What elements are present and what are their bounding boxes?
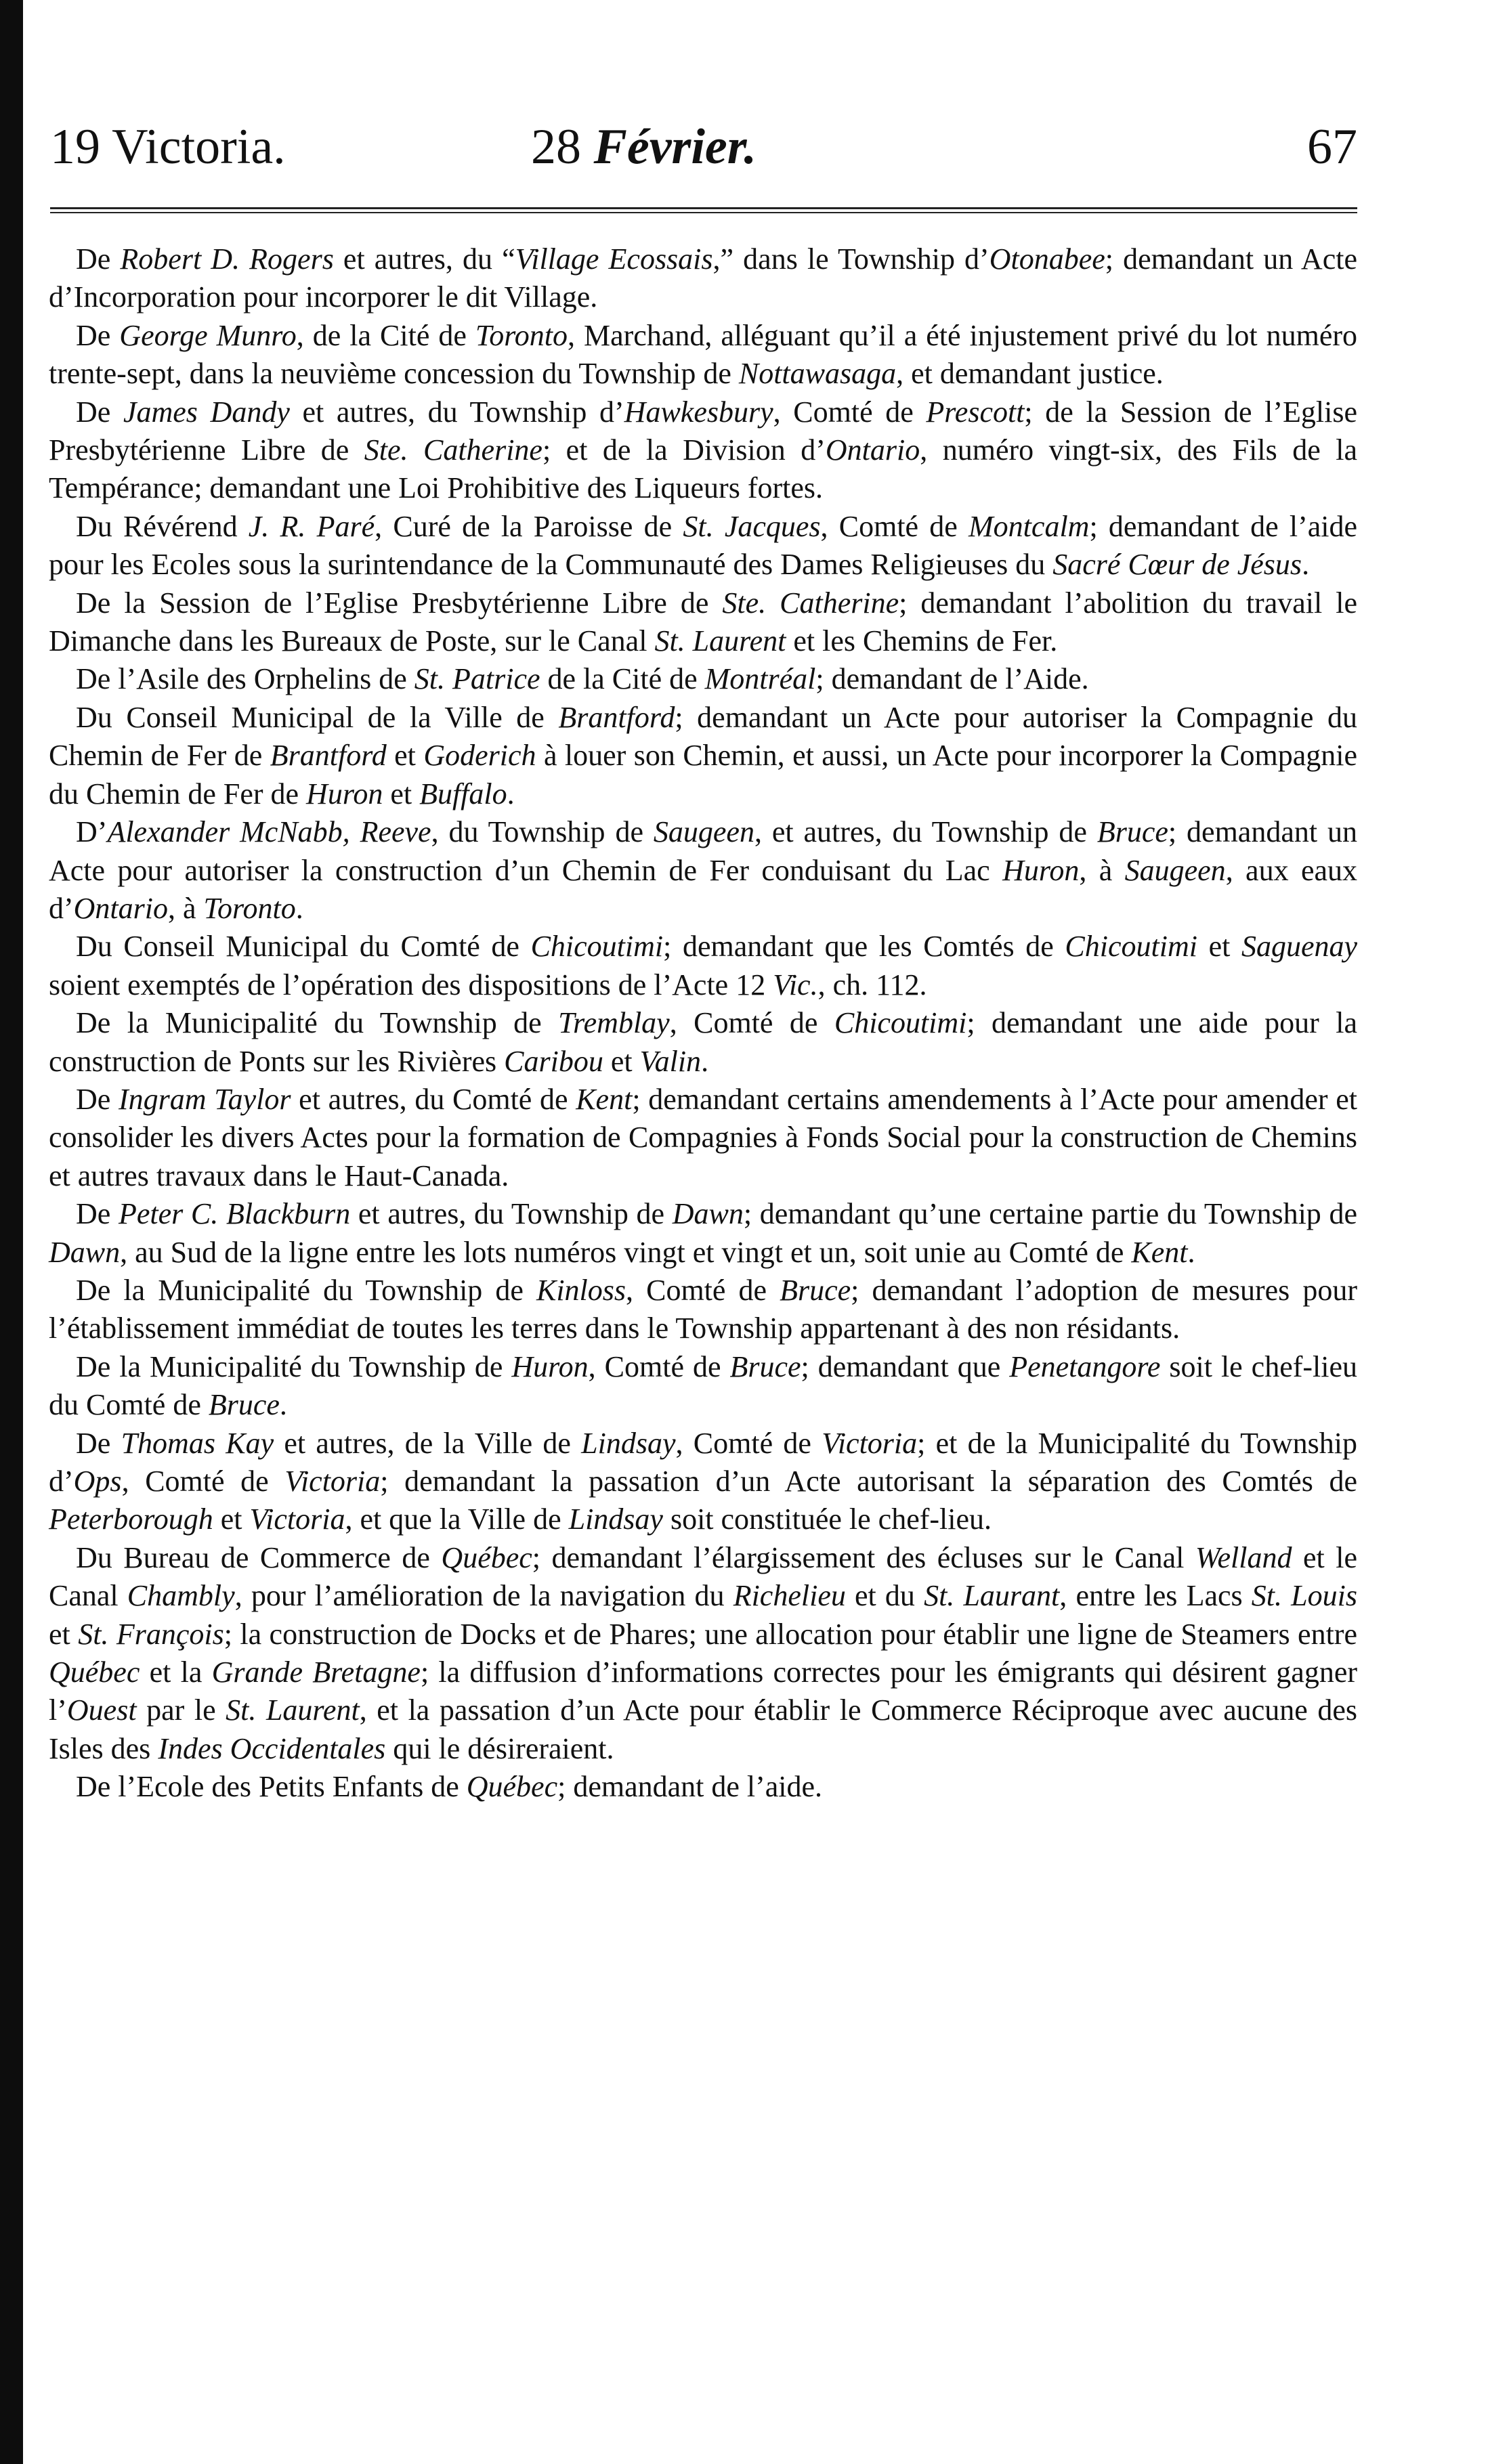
italic-name: Toronto — [475, 318, 568, 352]
text-run: ,” dans le Township d’ — [712, 242, 989, 276]
italic-name: Vic. — [773, 968, 818, 1001]
text-run: ; demandant certains amendements à l’Acte pour amender et consolider les divers Actes pour la formation de Compagnies à Fonds Social pour la construction de Chemins et autres travaux dans le Haut-Canada. — [49, 1082, 1357, 1192]
italic-name: Hawkesbury — [624, 395, 773, 429]
page-number: 67 — [1307, 119, 1357, 175]
text-run: soit le chef-lieu du Comté de — [49, 1349, 1358, 1422]
text-run: et les Chemins de Fer. — [786, 624, 1058, 658]
italic-name: Québec — [441, 1540, 532, 1574]
text-run: De — [76, 1082, 119, 1116]
text-run: . — [1187, 1235, 1195, 1269]
text-run: et — [1197, 930, 1241, 964]
italic-name: Huron — [511, 1349, 589, 1383]
italic-name: St. François — [78, 1617, 224, 1651]
text-run: , et demandant justice. — [896, 357, 1164, 391]
text-run: et la — [140, 1656, 212, 1689]
text-run: et — [603, 1044, 640, 1078]
italic-name: Nottawasaga — [738, 357, 897, 391]
italic-name: Bruce — [208, 1388, 280, 1422]
text-run: et autres, du “ — [333, 242, 515, 276]
text-run: ; demandant que les Comtés de — [663, 930, 1065, 964]
italic-name: Chicoutimi — [834, 1006, 967, 1040]
italic-name: Penetangore — [1009, 1349, 1161, 1383]
text-run: Du Conseil Municipal du Comté de — [76, 930, 531, 964]
text-run: De — [76, 1426, 121, 1460]
italic-name: Victoria — [822, 1426, 918, 1460]
text-run: . — [1302, 548, 1310, 582]
italic-name: Village Ecossais — [515, 242, 713, 276]
italic-name: Goderich — [423, 739, 536, 773]
text-run: ; demandant que — [801, 1349, 1010, 1383]
petition-paragraph — [49, 240, 1357, 317]
petition-paragraph — [49, 1768, 1357, 1806]
italic-name: Kinloss — [536, 1273, 626, 1307]
text-run: De la Municipalité du Township de — [76, 1006, 559, 1040]
italic-name: Bruce — [780, 1273, 851, 1307]
italic-name: St. Jacques — [683, 509, 821, 543]
text-run: , Comté de — [820, 509, 969, 543]
text-run: et — [386, 739, 424, 773]
text-run: De la Municipalité du Township de — [76, 1349, 512, 1383]
text-run: , Comté de — [669, 1006, 834, 1040]
italic-name: Otonabee — [989, 242, 1105, 276]
petition-paragraph — [49, 1539, 1357, 1768]
italic-name: St. Laurent — [226, 1693, 360, 1727]
text-run: , Comté de — [626, 1273, 780, 1307]
italic-name: Ste. Catherine — [364, 433, 542, 467]
italic-name: Saguenay — [1241, 930, 1357, 964]
italic-name: Grande Bretagne — [211, 1656, 421, 1689]
text-run: ; demandant qu’une certaine partie du Township de — [743, 1197, 1357, 1231]
text-run: et le Canal — [49, 1540, 1357, 1613]
petition-paragraph — [49, 1425, 1357, 1539]
italic-name: Bruce — [729, 1349, 801, 1383]
text-run: et autres, du Comté de — [291, 1082, 576, 1116]
text-run: De — [76, 318, 120, 352]
text-run: , Comté de — [675, 1426, 822, 1460]
text-run: ; demandant de l’aide pour les Ecoles sous la surintendance de la Communauté des Dames Religieuses du — [49, 509, 1358, 582]
text-run: Du Révérend — [76, 509, 249, 543]
text-run: et autres, du Township d’ — [289, 395, 624, 429]
text-run: qui le désireraient. — [385, 1731, 614, 1765]
italic-name: Prescott — [926, 395, 1025, 429]
italic-name: Richelieu — [733, 1579, 846, 1613]
petition-paragraph — [49, 660, 1357, 698]
italic-name: Lindsay — [568, 1503, 663, 1536]
italic-name: Ste. Catherine — [722, 586, 899, 620]
petition-paragraph — [49, 584, 1357, 661]
italic-name: Québec — [466, 1770, 558, 1804]
header-divider-second — [50, 212, 1357, 213]
italic-name: Dawn — [672, 1197, 744, 1231]
italic-name: Kent — [576, 1082, 633, 1116]
text-run: , Comté de — [588, 1349, 730, 1383]
page-edge-rule — [0, 0, 23, 2464]
petition-paragraph — [49, 1081, 1357, 1195]
text-run: et — [383, 777, 420, 810]
text-run: , au Sud de la ligne entre les lots numéros vingt et vingt et un, soit unie au Comté de — [120, 1235, 1132, 1269]
italic-name: Ingram Taylor — [118, 1082, 291, 1116]
italic-name: Kent — [1131, 1235, 1188, 1269]
italic-name: Buffalo — [419, 777, 507, 810]
italic-name: Bruce — [1097, 815, 1168, 849]
italic-name: Lindsay — [581, 1426, 676, 1460]
text-run: ; la construction de Docks et de Phares; une allocation pour établir une ligne de Steamers entre — [224, 1617, 1357, 1651]
text-run: , de la Cité de — [296, 318, 475, 352]
italic-name: St. Laurant — [924, 1579, 1060, 1613]
italic-name: St. Louis — [1251, 1579, 1357, 1613]
text-run: , et la passation d’un Acte pour établir le Commerce Réciproque avec aucune des Isles des — [49, 1693, 1358, 1765]
italic-name: Montcalm — [968, 509, 1090, 543]
italic-name: Toronto — [203, 891, 296, 925]
text-run: ; demandant un Acte d’Incorporation pour incorporer le dit Village. — [49, 242, 1357, 314]
text-run: et autres, de la Ville de — [274, 1426, 582, 1460]
italic-name: Peter C. Blackburn — [118, 1197, 351, 1231]
text-run: , ch. 112. — [817, 968, 927, 1001]
header-divider — [50, 207, 1357, 209]
italic-name: Huron — [306, 777, 383, 810]
text-run: D’ — [76, 815, 108, 849]
italic-name: Brantford — [558, 700, 675, 734]
text-run: ; demandant de l’aide. — [557, 1770, 823, 1804]
petition-paragraph — [49, 1004, 1357, 1081]
text-run: , aux eaux d’ — [49, 853, 1358, 925]
text-run: Du Conseil Municipal de la Ville de — [76, 700, 559, 734]
text-run: , du Township de — [431, 815, 654, 849]
italic-name: James Dandy — [123, 395, 290, 429]
italic-name: Chambly — [127, 1579, 235, 1613]
petition-paragraph — [49, 1272, 1357, 1348]
text-run: ; demandant la passation d’un Acte autorisant la séparation des Comtés de — [380, 1465, 1357, 1498]
text-run: De — [76, 1197, 119, 1231]
text-run: , Marchand, alléguant qu’il a été injustement privé du lot numéro trente-sept, dans la neuvième concession du Township de — [49, 318, 1358, 391]
italic-name: Ouest — [66, 1693, 137, 1727]
text-run: et du — [845, 1579, 924, 1613]
petition-paragraph — [49, 317, 1357, 393]
text-run: et autres, du Township de — [350, 1197, 673, 1231]
petition-paragraph — [49, 699, 1357, 813]
italic-name: George Munro — [119, 318, 297, 352]
petition-paragraph — [49, 1348, 1357, 1425]
text-run: . — [701, 1044, 709, 1078]
italic-name: Huron — [1002, 853, 1080, 887]
text-run: De la Session de l’Eglise Presbytérienne Libre de — [76, 586, 723, 620]
text-run: soit constituée le chef-lieu. — [662, 1503, 992, 1536]
text-run: et — [49, 1617, 79, 1651]
text-run: ; de la Session de l’Eglise Presbytérienne Libre de — [49, 395, 1357, 467]
text-run: , et que la Ville de — [345, 1503, 569, 1536]
text-run: De l’Asile des Orphelins de — [76, 662, 414, 696]
text-run: à louer son Chemin, et aussi, un Acte pour incorporer la Compagnie du Chemin de Fer de — [49, 739, 1357, 810]
italic-name: Caribou — [504, 1044, 603, 1078]
italic-name: Indes Occidentales — [158, 1731, 386, 1765]
text-run: ; demandant une aide pour la construction de Ponts sur les Rivières — [49, 1006, 1358, 1078]
italic-name: Robert D. Rogers — [120, 242, 334, 276]
italic-name: J. R. Paré — [248, 509, 375, 543]
italic-name: Victoria — [249, 1503, 345, 1536]
petitions-list — [49, 240, 1357, 1807]
italic-name: Ops — [73, 1465, 122, 1498]
text-run: , à — [168, 891, 204, 925]
text-run: , et autres, du Township de — [754, 815, 1097, 849]
italic-name: St. Laurent — [654, 624, 786, 658]
italic-name: Saugeen — [653, 815, 754, 849]
italic-name: Brantford — [270, 739, 387, 773]
text-run: , Comté de — [773, 395, 927, 429]
italic-name: Welland — [1195, 1540, 1292, 1574]
italic-name: Québec — [49, 1656, 140, 1689]
text-run: , entre les Lacs — [1059, 1579, 1252, 1613]
petition-paragraph — [49, 393, 1357, 508]
italic-name: Ontario — [825, 433, 920, 467]
italic-name: Saugeen — [1124, 853, 1226, 887]
text-run: , Curé de la Paroisse de — [375, 509, 683, 543]
text-run: Du Bureau de Commerce de — [76, 1540, 442, 1574]
text-run: , numéro vingt-six, des Fils de la Tempérance; demandant une Loi Prohibitive des Liqueurs fortes. — [49, 433, 1357, 505]
italic-name: Chicoutimi — [530, 930, 664, 964]
italic-name: Tremblay — [558, 1006, 670, 1040]
italic-name: Ontario — [73, 891, 169, 925]
text-run: ; demandant un Acte pour autoriser la construction d’un Chemin de Fer conduisant du Lac — [49, 815, 1357, 887]
petition-paragraph — [49, 813, 1357, 928]
text-run: De l’Ecole des Petits Enfants de — [76, 1770, 467, 1804]
text-run: par le — [136, 1693, 226, 1727]
text-run: ; et de la Municipalité du Township d’ — [49, 1426, 1357, 1498]
italic-name: Valin — [639, 1044, 702, 1078]
text-run: , à — [1079, 853, 1125, 887]
italic-name: Dawn — [49, 1235, 121, 1269]
text-run: ; demandant l’abolition du travail le Dimanche dans les Bureaux de Poste, sur le Canal — [49, 586, 1357, 658]
italic-name: Thomas Kay — [121, 1426, 274, 1460]
petition-paragraph — [49, 928, 1357, 1004]
running-header — [50, 116, 1357, 177]
text-run: De — [76, 395, 123, 429]
text-run: ; et de la Division d’ — [542, 433, 826, 467]
text-run: ; demandant l’élargissement des écluses sur le Canal — [532, 1540, 1195, 1574]
italic-name: Chicoutimi — [1065, 930, 1197, 964]
italic-name: Montréal — [704, 662, 816, 696]
text-run: soient exemptés de l’opération des dispositions de l’Acte 12 — [49, 968, 773, 1001]
text-run: ; demandant de l’Aide. — [815, 662, 1089, 696]
text-run: de la Cité de — [540, 662, 705, 696]
italic-name: Sacré Cœur de Jésus — [1052, 548, 1302, 582]
date-month: Février. — [593, 119, 757, 175]
text-run: . — [295, 891, 303, 925]
text-run: . — [507, 777, 515, 810]
petition-paragraph — [49, 508, 1357, 584]
header-date — [531, 116, 757, 177]
text-run: . — [279, 1388, 287, 1422]
regnal-year: 19 Victoria. — [50, 119, 286, 175]
text-run: De — [76, 242, 121, 276]
text-run: ; la diffusion d’informations correctes pour les émigrants qui désirent gagner l’ — [49, 1656, 1358, 1727]
date-day: 28 — [531, 119, 581, 175]
italic-name: Alexander McNabb, Reeve — [107, 815, 431, 849]
text-run: et — [213, 1503, 250, 1536]
text-run: , Comté de — [121, 1465, 285, 1498]
text-run: ; demandant l’adoption de mesures pour l’établissement immédiat de toutes les terres dans le Township appartenant à des non résidants. — [49, 1273, 1358, 1345]
petition-paragraph — [49, 1195, 1357, 1272]
text-run: ; demandant un Acte pour autoriser la Compagnie du Chemin de Fer de — [49, 700, 1358, 773]
italic-name: Peterborough — [49, 1503, 213, 1536]
italic-name: St. Patrice — [414, 662, 540, 696]
text-run: , pour l’amélioration de la navigation du — [234, 1579, 733, 1613]
text-run: De la Municipalité du Township de — [76, 1273, 536, 1307]
italic-name: Victoria — [284, 1465, 381, 1498]
